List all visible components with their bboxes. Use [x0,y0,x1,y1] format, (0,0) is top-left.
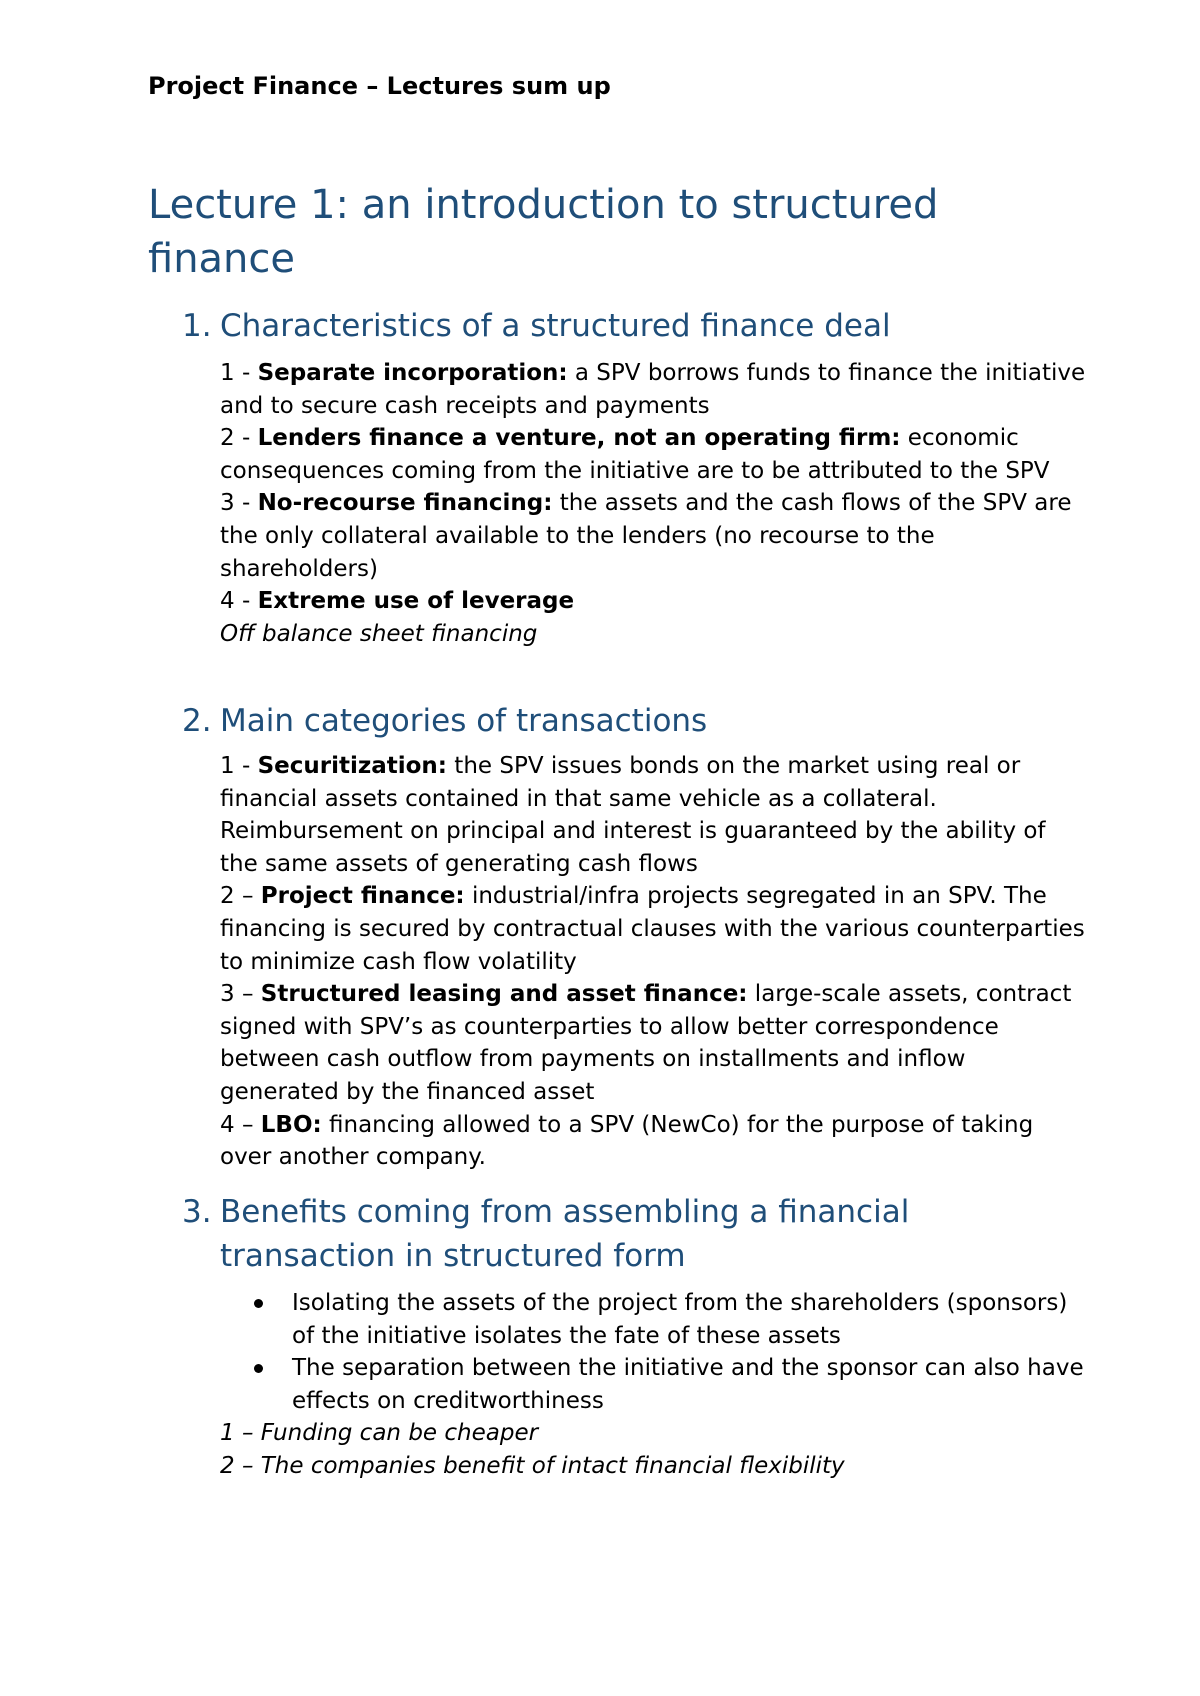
bullet-dot-icon [254,1364,263,1373]
section-2-body [220,750,1090,1174]
list-item: 4 - Extreme use of leverage [220,588,575,615]
section-1-title: Characteristics of a structured finance deal [220,308,891,344]
section-3-number: 3. [182,1194,212,1230]
section-3-heading [182,1190,1062,1278]
section-2-title: Main categories of transactions [220,703,708,739]
italic-note: Off balance sheet financing [220,620,538,647]
list-item: 3 – Structured leasing and asset finance: large-scale assets, contract signed with SPV’s as counterparties to allow better correspondence between cash outflow from payments on installments and inflow generated by the financed asset [220,981,1072,1105]
list-item: 4 – LBO: financing allowed to a SPV (NewCo) for the purpose of taking over another company. [220,1111,1034,1171]
section-2-number: 2. [182,703,212,739]
list-item: 2 – Project finance: industrial/infra projects segregated in an SPV. The financing is secured by contractual clauses with the various counterparties to minimize cash flow volatility [220,883,1085,975]
section-1-body [220,357,1090,650]
section-3-title: Benefits coming from assembling a financial transaction in structured form [220,1194,910,1274]
section-1-number: 1. [182,308,212,344]
bullet-item: The separation between the initiative and the sponsor can also have effects on creditworthiness [220,1352,1090,1417]
list-item: 1 - Securitization: the SPV issues bonds on the market using real or financial assets contained in that same vehicle as a collateral. Reimbursement on principal and interest is guaranteed by the ability of the same assets of generating cash flows [220,753,1046,877]
bullet-item: Isolating the assets of the project from the shareholders (sponsors) of the initiative isolates the fate of these assets [220,1287,1090,1352]
list-item: 3 - No-recourse financing: the assets and the cash flows of the SPV are the only collateral available to the lenders (no recourse to the shareholders) [220,490,1072,582]
list-item: 1 - Separate incorporation: a SPV borrows funds to finance the initiative and to secure cash receipts and payments [220,360,1086,419]
list-item: 2 - Lenders finance a venture, not an operating firm: economic consequences coming from the initiative are to be attributed to the SPV [220,425,1050,484]
lecture-title: Lecture 1: an introduction to structured finance [148,182,939,282]
bullet-dot-icon [254,1299,263,1308]
italic-list-item: 1 – Funding can be cheaper [220,1420,539,1447]
section-1-heading [182,304,1062,348]
italic-list-item: 2 – The companies benefit of intact financial flexibility [220,1452,845,1479]
document-header: Project Finance – Lectures sum up [148,72,611,100]
section-3-bullets [220,1287,1090,1483]
section-2-heading [182,699,1062,743]
